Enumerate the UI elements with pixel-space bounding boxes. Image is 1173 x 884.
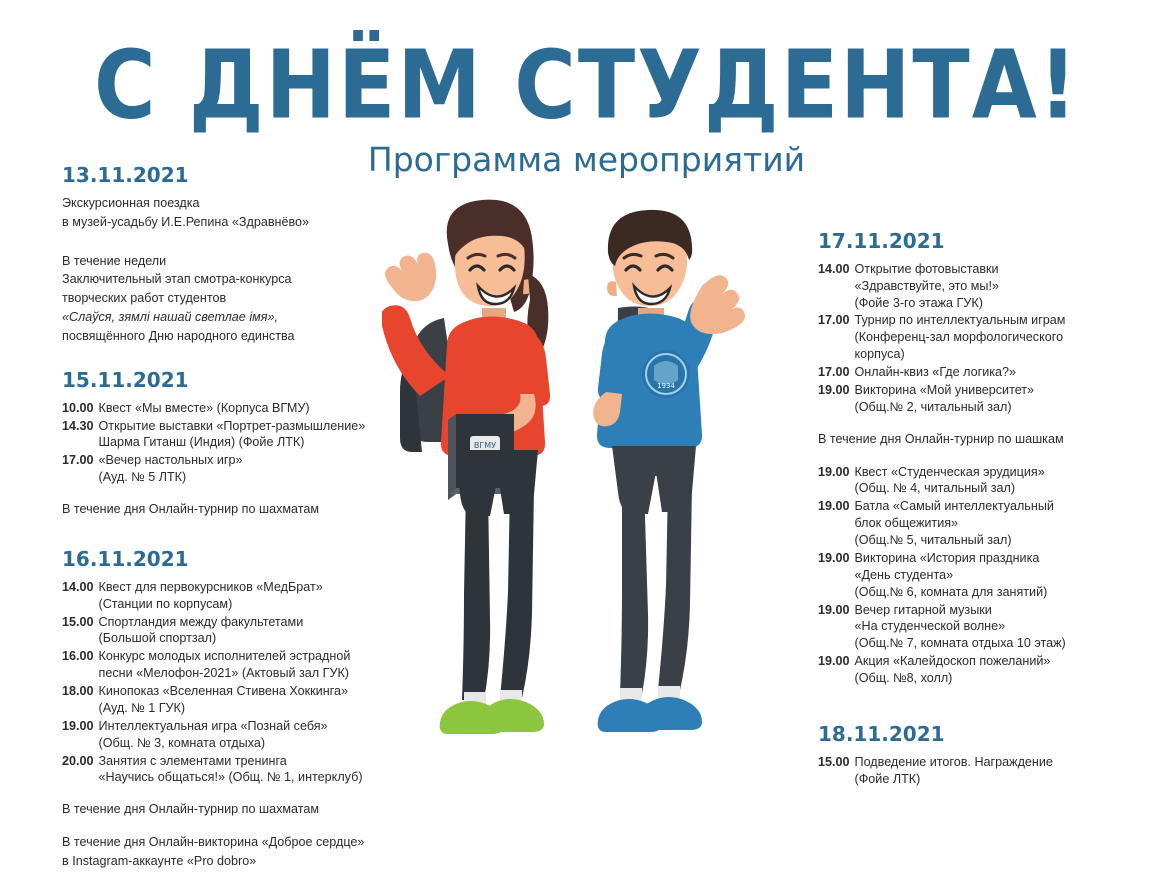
event-text: Турнир по интеллектуальным играм xyxy=(854,313,1066,328)
event-time: 17.00 xyxy=(62,453,94,468)
event-item xyxy=(62,452,392,486)
event-text: корпуса) xyxy=(854,347,905,362)
event-text: (Общ.№ 2, читальный зал) xyxy=(854,399,1012,414)
event-text: Интеллектуальная игра «Познай себя» xyxy=(98,718,328,733)
left-column xyxy=(62,162,392,884)
event-time: 17.00 xyxy=(818,313,850,328)
event-time: 14.00 xyxy=(62,579,94,594)
boy-figure xyxy=(591,210,745,732)
event-text: Вечер гитарной музыки xyxy=(854,602,992,617)
event-text: «Здравствуйте, это мы!» xyxy=(854,278,999,293)
event-text: (Фойе 3-го этажа ГУК) xyxy=(854,295,983,310)
event-text: (Ауд. № 1 ГУК) xyxy=(98,700,186,715)
block-date: 18.11.2021 xyxy=(818,721,945,746)
event-item xyxy=(818,653,1128,687)
page-subtitle: Программа мероприятий xyxy=(367,140,806,179)
girl-figure xyxy=(382,200,550,734)
event-time: 19.00 xyxy=(62,718,94,733)
event-text: Подведение итогов. Награждение xyxy=(854,754,1053,769)
schedule-block-17-11 xyxy=(818,228,1128,687)
event-text: Квест для первокурсников «МедБрат» xyxy=(98,579,323,594)
event-time: 18.00 xyxy=(62,684,94,699)
event-text: Викторина «Мой университет» xyxy=(854,382,1035,397)
event-text: Открытие фотовыставки xyxy=(854,261,999,276)
event-text: Квест «Студенческая эрудиция» xyxy=(854,464,1045,479)
event-text: «День студента» xyxy=(854,567,954,582)
block-paragraph: Экскурсионная поездка xyxy=(62,195,200,210)
book-label-text: ВГМУ xyxy=(473,441,497,450)
event-time: 19.00 xyxy=(818,382,850,397)
event-text: (Общ.№ 7, комната отдыха 10 этаж) xyxy=(854,636,1066,651)
event-time: 19.00 xyxy=(818,654,850,669)
event-text: «Вечер настольных игр» xyxy=(98,453,243,468)
event-text: (Фойе ЛТК) xyxy=(854,771,921,786)
event-time: 17.00 xyxy=(818,365,850,380)
block-note: В течение дня Онлайн-турнир по шахматам xyxy=(62,502,320,517)
event-time: 15.00 xyxy=(818,754,850,769)
event-time: 19.00 xyxy=(818,499,850,514)
event-item xyxy=(818,602,1128,653)
event-item xyxy=(62,400,392,417)
event-time: 16.00 xyxy=(62,649,94,664)
event-text: (Ауд. № 5 ЛТК) xyxy=(98,470,187,485)
event-item xyxy=(818,312,1128,363)
event-text: Квест «Мы вместе» (Корпуса ВГМУ) xyxy=(98,400,310,415)
event-item xyxy=(818,261,1128,312)
block-paragraph: в музей-усадьбу И.Е.Репина «Здравнёво» xyxy=(62,214,310,229)
event-text: (Конференц-зал морфологического xyxy=(854,330,1064,345)
block-paragraph: творческих работ студентов xyxy=(62,291,227,306)
event-time: 14.30 xyxy=(62,418,94,433)
event-text: Конкурс молодых исполнителей эстрадной xyxy=(98,649,351,664)
block-note: В течение дня Онлайн-турнир по шахматам xyxy=(62,802,320,817)
block-paragraph: Заключительный этап смотра-конкурса xyxy=(62,272,292,287)
event-text: Кинопоказ «Вселенная Стивена Хоккинга» xyxy=(98,684,348,699)
event-text: (Общ.№ 5, читальный зал) xyxy=(854,533,1012,548)
event-item xyxy=(818,382,1128,416)
event-text: Викторина «История праздника xyxy=(854,550,1040,565)
schedule-block-13-11 xyxy=(62,162,392,231)
event-item xyxy=(818,550,1128,601)
block-paragraph-italic: «Слаўся, зямлі нашай светлае імя», xyxy=(62,310,278,325)
schedule-block-15-11 xyxy=(62,367,392,518)
block-note: В течение дня Онлайн-викторина «Доброе сердце» xyxy=(62,835,365,850)
block-date: 15.11.2021 xyxy=(62,367,189,392)
event-time: 10.00 xyxy=(62,400,94,415)
event-text: (Общ. № 4, читальный зал) xyxy=(854,481,1016,496)
right-column xyxy=(818,228,1128,801)
event-text: Открытие выставки «Портрет-размышление» xyxy=(98,418,366,433)
event-item xyxy=(62,579,392,613)
event-item xyxy=(62,648,392,682)
emblem-year-text: 1934 xyxy=(657,382,675,390)
event-item xyxy=(818,364,1128,381)
block-paragraph: В течение недели xyxy=(62,253,167,268)
event-time: 15.00 xyxy=(62,614,94,629)
event-item xyxy=(62,718,392,752)
event-item xyxy=(818,754,1128,788)
event-time: 20.00 xyxy=(62,753,94,768)
event-text: песни «Мелофон-2021» (Актовый зал ГУК) xyxy=(98,666,350,681)
event-item xyxy=(62,418,392,452)
event-text: Шарма Гитанш (Индия) (Фойе ЛТК) xyxy=(98,435,305,450)
block-date: 16.11.2021 xyxy=(62,546,189,571)
block-note: в Instagram-аккаунте «Pro dobro» xyxy=(62,854,257,869)
event-text: (Общ.№ 6, комната для занятий) xyxy=(854,584,1048,599)
event-text: (Общ. №8, холл) xyxy=(854,671,953,686)
event-text: Батла «Самый интеллектуальный xyxy=(854,499,1054,514)
schedule-block-week xyxy=(62,253,392,345)
schedule-block-18-11 xyxy=(818,721,1128,788)
block-date: 13.11.2021 xyxy=(62,163,189,187)
event-text: (Станции по корпусам) xyxy=(98,596,233,611)
event-time: 19.00 xyxy=(818,602,850,617)
event-text: Занятия с элементами тренинга xyxy=(98,753,287,768)
schedule-block-16-11 xyxy=(62,546,392,870)
event-text: «На студенческой волне» xyxy=(854,619,1006,634)
block-note: В течение дня Онлайн-турнир по шашкам xyxy=(818,431,1064,446)
event-item xyxy=(818,464,1128,498)
event-text: (Общ. № 3, комната отдыха) xyxy=(98,735,266,750)
event-text: Акция «Калейдоскоп пожеланий» xyxy=(854,654,1051,669)
event-text: (Большой спортзал) xyxy=(98,631,217,646)
block-date: 17.11.2021 xyxy=(818,229,945,253)
event-item xyxy=(818,498,1128,549)
event-time: 14.00 xyxy=(818,261,850,276)
event-text: Онлайн-квиз «Где логика?» xyxy=(854,365,1017,380)
event-item xyxy=(62,753,392,787)
page-title: С ДНЁМ СТУДЕНТА! xyxy=(93,30,1080,140)
block-paragraph: посвящённого Дню народного единства xyxy=(62,329,295,344)
event-text: «Научись общаться!» (Общ. № 1, интерклуб) xyxy=(98,770,363,785)
event-item xyxy=(62,683,392,717)
event-text: блок общежития» xyxy=(854,516,959,531)
event-time: 19.00 xyxy=(818,464,850,479)
event-text: Спортландия между факультетами xyxy=(98,614,304,629)
event-item xyxy=(62,614,392,648)
illustration-two-students xyxy=(382,178,802,788)
event-time: 19.00 xyxy=(818,550,850,565)
